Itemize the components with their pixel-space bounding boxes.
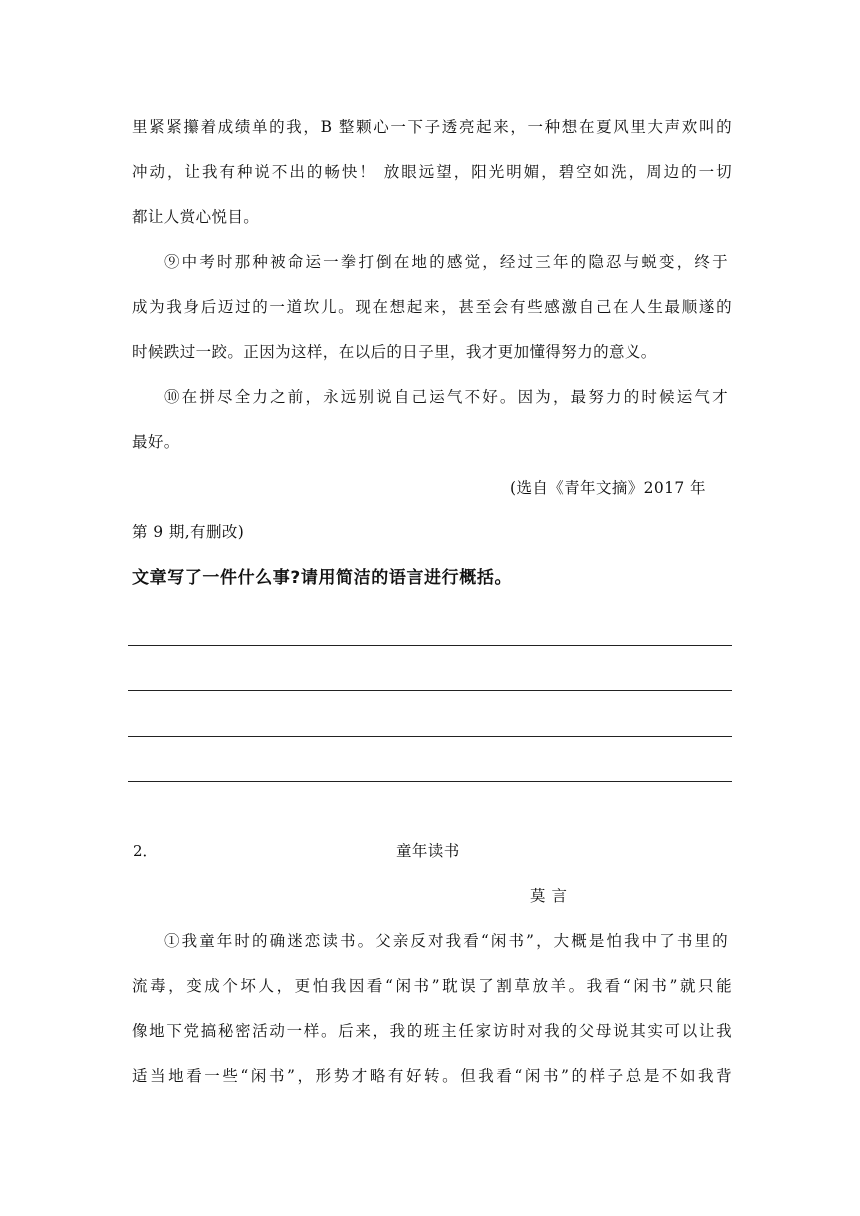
passage1-line-1: 里紧紧攥着成绩单的我，B 整颗心一下子透亮起来，一种想在夏风里大声欢叫的	[132, 118, 732, 136]
passage2-line-3: 像地下党搞秘密活动一样。后来，我的班主任家访时对我的父母说其实可以让我	[132, 1022, 732, 1040]
passage2-line-2: 流毒，变成个坏人，更怕我因看“闲书”耽误了割草放羊。我看“闲书”就只能	[132, 977, 732, 995]
passage2-line-4: 适当地看一些“闲书”，形势才略有好转。但我看“闲书”的样子总是不如我背	[132, 1067, 732, 1085]
paragraph-9-line-2: 成为我身后迈过的一道坎儿。现在想起来，甚至会有些感激自己在人生最顺遂的	[132, 298, 732, 316]
paragraph-9-line-1: ⑨中考时那种被命运一拳打倒在地的感觉，经过三年的隐忍与蜕变，终于	[164, 253, 728, 271]
paragraph-10-line-2: 最好。	[132, 433, 180, 451]
question-prompt: 文章写了一件什么事?请用简洁的语言进行概括。	[132, 568, 513, 588]
answer-line-1[interactable]	[128, 645, 732, 646]
source-citation-line-1: (选自《青年文摘》2017 年	[510, 479, 706, 497]
passage1-line-2: 冲动，让我有种说不出的畅快！ 放眼远望，阳光明媚，碧空如洗，周边的一切	[132, 163, 732, 181]
paragraph-10-line-1: ⑩在拼尽全力之前，永远别说自己运气不好。因为，最努力的时候运气才	[164, 388, 728, 406]
article-author: 莫言	[530, 887, 574, 905]
passage1-line-3: 都让人赏心悦目。	[132, 208, 260, 226]
answer-line-4[interactable]	[128, 781, 732, 782]
answer-line-3[interactable]	[128, 736, 732, 737]
source-citation-line-2: 第 9 期,有删改)	[132, 523, 245, 541]
article-title: 童年读书	[396, 842, 460, 860]
passage2-line-1: ①我童年时的确迷恋读书。父亲反对我看“闲书”，大概是怕我中了书里的	[164, 932, 728, 950]
question-number: 2．	[133, 842, 158, 860]
paragraph-9-line-3: 时候跌过一跤。正因为这样，在以后的日子里，我才更加懂得努力的意义。	[132, 343, 657, 361]
answer-line-2[interactable]	[128, 690, 732, 691]
